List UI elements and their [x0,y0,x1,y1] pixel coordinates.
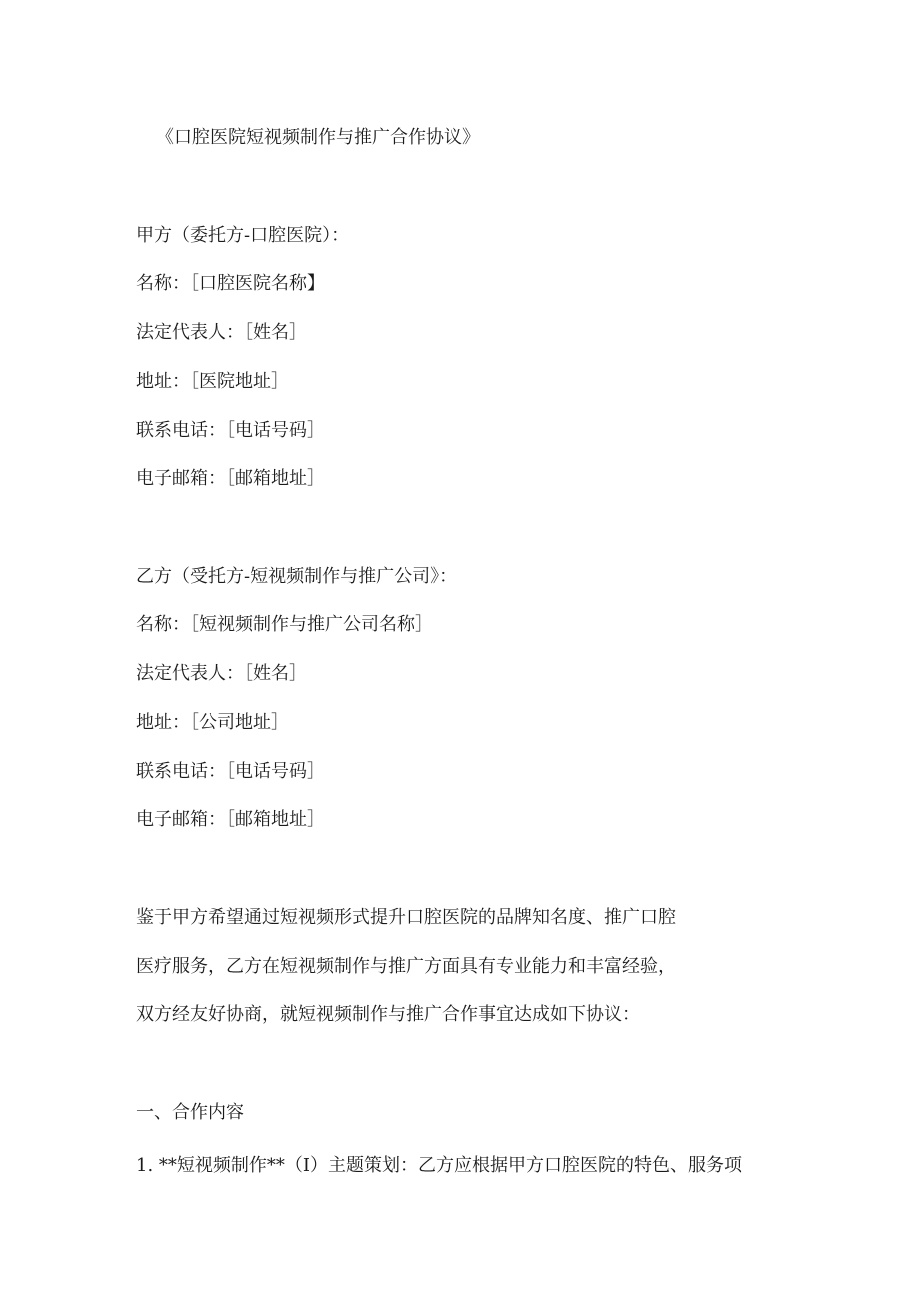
party-a-name: 名称：［口腔医院名称】 [136,273,325,294]
party-a-legal-rep: 法定代表人：［姓名］ [136,322,307,343]
section-1-heading: 一、合作内容 [136,1102,244,1123]
preamble-line-1: 鉴于甲方希望通过短视频形式提升口腔医院的品牌知名度、推广口腔 [136,907,676,928]
party-b-phone: 联系电话：［电话号码］ [136,761,325,782]
party-b-address: 地址：［公司地址］ [136,712,289,733]
party-a-email: 电子邮箱：［邮箱地址］ [136,468,325,489]
document-title: 《口腔医院短视频制作与推广合作协议》 [156,127,480,148]
party-a-heading: 甲方（委托方-口腔医院）： [136,225,350,246]
preamble-line-3: 双方经友好协商，就短视频制作与推广合作事宜达成如下协议： [136,1004,640,1025]
party-b-email: 电子邮箱：［邮箱地址］ [136,809,325,830]
party-b-name: 名称：［短视频制作与推广公司名称］ [136,614,433,635]
party-a-phone: 联系电话：［电话号码］ [136,420,325,441]
preamble-line-2: 医疗服务，乙方在短视频制作与推广方面具有专业能力和丰富经验， [136,956,676,977]
party-b-legal-rep: 法定代表人：［姓名］ [136,663,307,684]
party-a-address: 地址：［医院地址］ [136,371,289,392]
party-b-heading: 乙方（受托方-短视频制作与推广公司》： [136,566,458,587]
section-1-item-1: 1. **短视频制作**（I）主题策划：乙方应根据甲方口腔医院的特色、服务项 [136,1155,743,1176]
